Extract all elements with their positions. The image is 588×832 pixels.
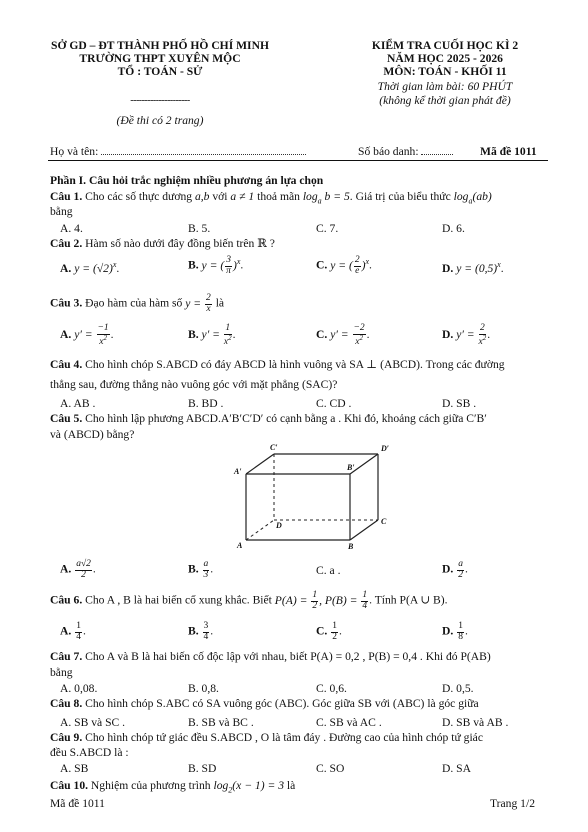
label-a-prime: A′ (234, 467, 242, 476)
q7-option-d[interactable]: D. 0,5. (442, 682, 474, 695)
q3-option-a[interactable]: A. y′ = $\frac{-1}{x^2}$ . (60, 323, 114, 347)
q9-text1: Cho hình chóp tứ giác đều S.ABCD , O là tâm đáy . Đường cao của hình chóp tứ giác (85, 731, 483, 744)
id-field[interactable] (421, 154, 453, 155)
q3-option-d-letter: D. (442, 328, 454, 342)
q3-option-b[interactable]: B. y′ = $\frac{1}{x^2}$ . (188, 323, 236, 347)
label-b-prime: B′ (347, 463, 355, 472)
q9-text2: đều S.ABCD là : (50, 746, 129, 759)
q1-option-b[interactable]: B. 5. (188, 222, 211, 235)
q6-option-a[interactable]: A. $\frac{1}{4}$ . (60, 621, 86, 642)
school-name: TRƯỜNG THPT XUYÊN MỘC (79, 52, 241, 65)
q9-option-c[interactable]: C. SO (316, 762, 345, 775)
edge-ad-hidden (246, 520, 274, 540)
q2-stem (50, 237, 275, 251)
q9-label: Câu 9. (50, 731, 83, 744)
id-row (358, 145, 453, 159)
q2-option-a[interactable]: A. $y = (√2)^x$. (60, 260, 120, 275)
q6-option-d[interactable]: D. $\frac{1}{8}$ . (442, 621, 468, 642)
q3-option-a-letter: A. (60, 328, 72, 342)
duration-note: (không kể thời gian phát đề) (379, 94, 511, 107)
dept-name: SỞ GD – ĐT THÀNH PHỐ HỒ CHÍ MINH (51, 39, 269, 52)
q10-label: Câu 10. (50, 779, 89, 792)
label-d-prime: D′ (381, 444, 390, 453)
q6-option-a-letter: A. (60, 624, 72, 638)
label-b: B (348, 542, 354, 551)
q3-option-b-letter: B. (188, 328, 199, 342)
exam-code: Mã đề 1011 (480, 145, 537, 158)
q8-option-b[interactable]: B. SB và BC . (188, 716, 254, 729)
q1-text-b: với (212, 190, 228, 203)
q2-option-c[interactable]: C. y = ( $\frac{2}{e}$ )$^x$. (316, 255, 372, 276)
q6-label: Câu 6. (50, 593, 83, 607)
edge-top-left (246, 454, 274, 474)
q4-option-c[interactable]: C. CD . (316, 397, 352, 410)
q1-option-d[interactable]: D. 6. (442, 222, 465, 235)
q3-option-d[interactable]: D. y′ = $\frac{2}{x^2}$ . (442, 323, 491, 347)
page-count-note: (Đề thi có 2 trang) (116, 114, 204, 127)
q1-text-a: Cho các số thực dương (85, 190, 193, 203)
q6-stem: Câu 6. Cho A , B là hai biến cố xung khắc. Biết P(A) = $\frac{1}{2}$ , P(B) = $\frac{1}{4}$ . Tính P(A ∪ B). (50, 590, 448, 611)
q2-option-d[interactable]: D. $y = (0,5)^x$. (442, 260, 504, 275)
q6-text-end: . Tính P(A ∪ B). (369, 593, 448, 607)
exam-duration: Thời gian làm bài: 60 PHÚT (377, 80, 513, 93)
q5-text1: Cho hình lập phương ABCD.A′B′C′D′ có cạnh bằng a . Khi đó, khoảng cách giữa C′B′ (85, 412, 487, 425)
q5-option-b-letter: B. (188, 562, 199, 576)
label-a: A (237, 541, 243, 550)
q8-label: Câu 8. (50, 697, 83, 710)
q5-option-a-letter: A. (60, 562, 72, 576)
subject: MÔN: TOÁN - KHỐI 11 (383, 65, 507, 78)
q5-option-a[interactable]: A. $\frac{a√2}{2}$ . (60, 559, 96, 580)
label-c: C (381, 517, 387, 526)
q8-options (60, 716, 530, 732)
q3-option-c-letter: C. (316, 328, 328, 342)
q1-label: Câu 1. (50, 190, 83, 203)
footer-code: Mã đề 1011 (50, 797, 105, 810)
q1-text-e: bằng (50, 205, 73, 218)
q9-option-b[interactable]: B. SD (188, 762, 217, 775)
q6-option-c[interactable]: C. $\frac{1}{2}$ . (316, 621, 342, 642)
q9-option-a[interactable]: A. SB (60, 762, 89, 775)
footer-page: Trang 1/2 (490, 797, 535, 810)
q1-option-a[interactable]: A. 4. (60, 222, 83, 235)
q10-text-end: là (286, 779, 296, 792)
q2-label: Câu 2. (50, 237, 83, 250)
q5-option-b[interactable]: B. $\frac{a}{3}$ . (188, 559, 214, 580)
q7-stem (50, 650, 491, 664)
q6-text: Cho A , B là hai biến cố xung khắc. Biết (85, 593, 272, 607)
q1-stem (50, 190, 492, 206)
q8-option-c[interactable]: C. SB và AC . (316, 716, 382, 729)
q2-text: Hàm số nào dưới đây đồng biến trên ℝ ? (85, 237, 275, 250)
student-info-row (50, 145, 306, 159)
q1-text-d: . Giá trị của biểu thức (349, 190, 451, 203)
q3-text: Đạo hàm của hàm số (85, 296, 183, 310)
q5-label: Câu 5. (50, 412, 83, 425)
header-divider (48, 160, 548, 161)
q1-cond: a ≠ 1 (230, 190, 255, 203)
q7-option-c[interactable]: C. 0,6. (316, 682, 347, 695)
q4-option-b[interactable]: B. BD . (188, 397, 224, 410)
q1-options (60, 222, 530, 238)
q1-expr: $\log_a(ab)$ (453, 190, 492, 206)
q9-option-d[interactable]: D. SA (442, 762, 471, 775)
q5-options (60, 560, 530, 584)
q4-options (60, 397, 530, 413)
q1-text-c: thoả mãn (257, 190, 300, 203)
q6-option-b[interactable]: B. $\frac{3}{4}$ . (188, 621, 214, 642)
q7-text: Cho A và B là hai biến cố độc lập với nhau, biết P(A) = 0,2 , P(B) = 0,4 . Khi đó P(AB) (85, 650, 491, 663)
q3-label: Câu 3. (50, 296, 83, 310)
q3-stem: Câu 3. Đạo hàm của hàm số y = $\frac{2}{x}$ là (50, 293, 225, 314)
q2-option-c-letter: C. (316, 258, 328, 272)
q4-text1: Cho hình chóp S.ABCD có đáy ABCD là hình vuông và SA ⊥ (ABCD). Trong các đường (85, 358, 505, 371)
q8-option-a[interactable]: A. SB và SC . (60, 716, 126, 729)
q6-option-b-letter: B. (188, 624, 199, 638)
label-d: D (276, 521, 282, 530)
q4-text2: thẳng sau, đường thẳng nào vuông góc với mặt phẳng (SAC)? (50, 378, 338, 391)
q5-option-d-letter: D. (442, 562, 454, 576)
q4-option-a[interactable]: A. AB . (60, 397, 96, 410)
q5-stem-line1 (50, 412, 487, 426)
q8-text: Cho hình chóp S.ABC có SA vuông góc (ABC). Góc giữa SB với (ABC) là góc giữa (85, 697, 479, 710)
part1-title: Phần I. Câu hỏi trắc nghiệm nhiều phương án lựa chọn (50, 174, 324, 187)
q6-options (60, 622, 530, 646)
id-label: Số báo danh: (358, 145, 419, 158)
cube-diagram (230, 442, 400, 554)
q7-option-a[interactable]: A. 0,08. (60, 682, 98, 695)
q4-option-d[interactable]: D. SB . (442, 397, 477, 410)
header-dashes: --------------------- (130, 95, 190, 106)
q5-option-d[interactable]: D. $\frac{a}{2}$ . (442, 559, 468, 580)
group-name: TỔ : TOÁN - SỬ (117, 65, 203, 78)
q4-stem-line1 (50, 358, 505, 372)
q6-option-c-letter: C. (316, 624, 328, 638)
q2-option-b-letter: B. (188, 258, 199, 272)
q2-option-a-letter: A. (60, 261, 72, 275)
school-year: NĂM HỌC 2025 - 2026 (387, 52, 503, 65)
q9-options (60, 762, 530, 778)
q3-text-end: là (215, 296, 225, 310)
q9-stem-line1 (50, 731, 483, 745)
q10-text: Nghiệm của phương trình (90, 779, 211, 792)
q2-option-d-letter: D. (442, 261, 454, 275)
q1-eq: $\log_a b = 5$ (302, 190, 350, 206)
q6-option-d-letter: D. (442, 624, 454, 638)
q10-stem: Câu 10. Nghiệm của phương trình $\log_2(x - 1) = 3$ là (50, 779, 296, 795)
name-field[interactable] (101, 154, 306, 155)
q2-options (60, 255, 530, 284)
q5-text2: và (ABCD) bằng? (50, 428, 135, 441)
q2-option-b[interactable]: B. y = ( $\frac{3}{\pi}$ )$^x$. (188, 255, 244, 276)
q7-label: Câu 7. (50, 650, 83, 663)
q3-options (60, 324, 530, 348)
edge-bc (350, 520, 378, 540)
q8-stem (50, 697, 479, 711)
q7-option-b[interactable]: B. 0,8. (188, 682, 219, 695)
q8-option-d[interactable]: D. SB và AB . (442, 716, 509, 729)
q1-option-c[interactable]: C. 7. (316, 222, 339, 235)
q4-label: Câu 4. (50, 358, 83, 371)
q7-text2: bằng (50, 666, 73, 679)
label-c-prime: C′ (270, 443, 278, 452)
q7-options (60, 682, 530, 698)
q5-option-c[interactable]: C. a . (316, 564, 341, 577)
name-label: Họ và tên: (50, 145, 99, 158)
q3-option-c[interactable]: C. y′ = $\frac{-2}{x^2}$ . (316, 323, 370, 347)
q1-var-ab: a,b (194, 190, 210, 203)
exam-title: KIỂM TRA CUỐI HỌC KÌ 2 (371, 39, 519, 52)
